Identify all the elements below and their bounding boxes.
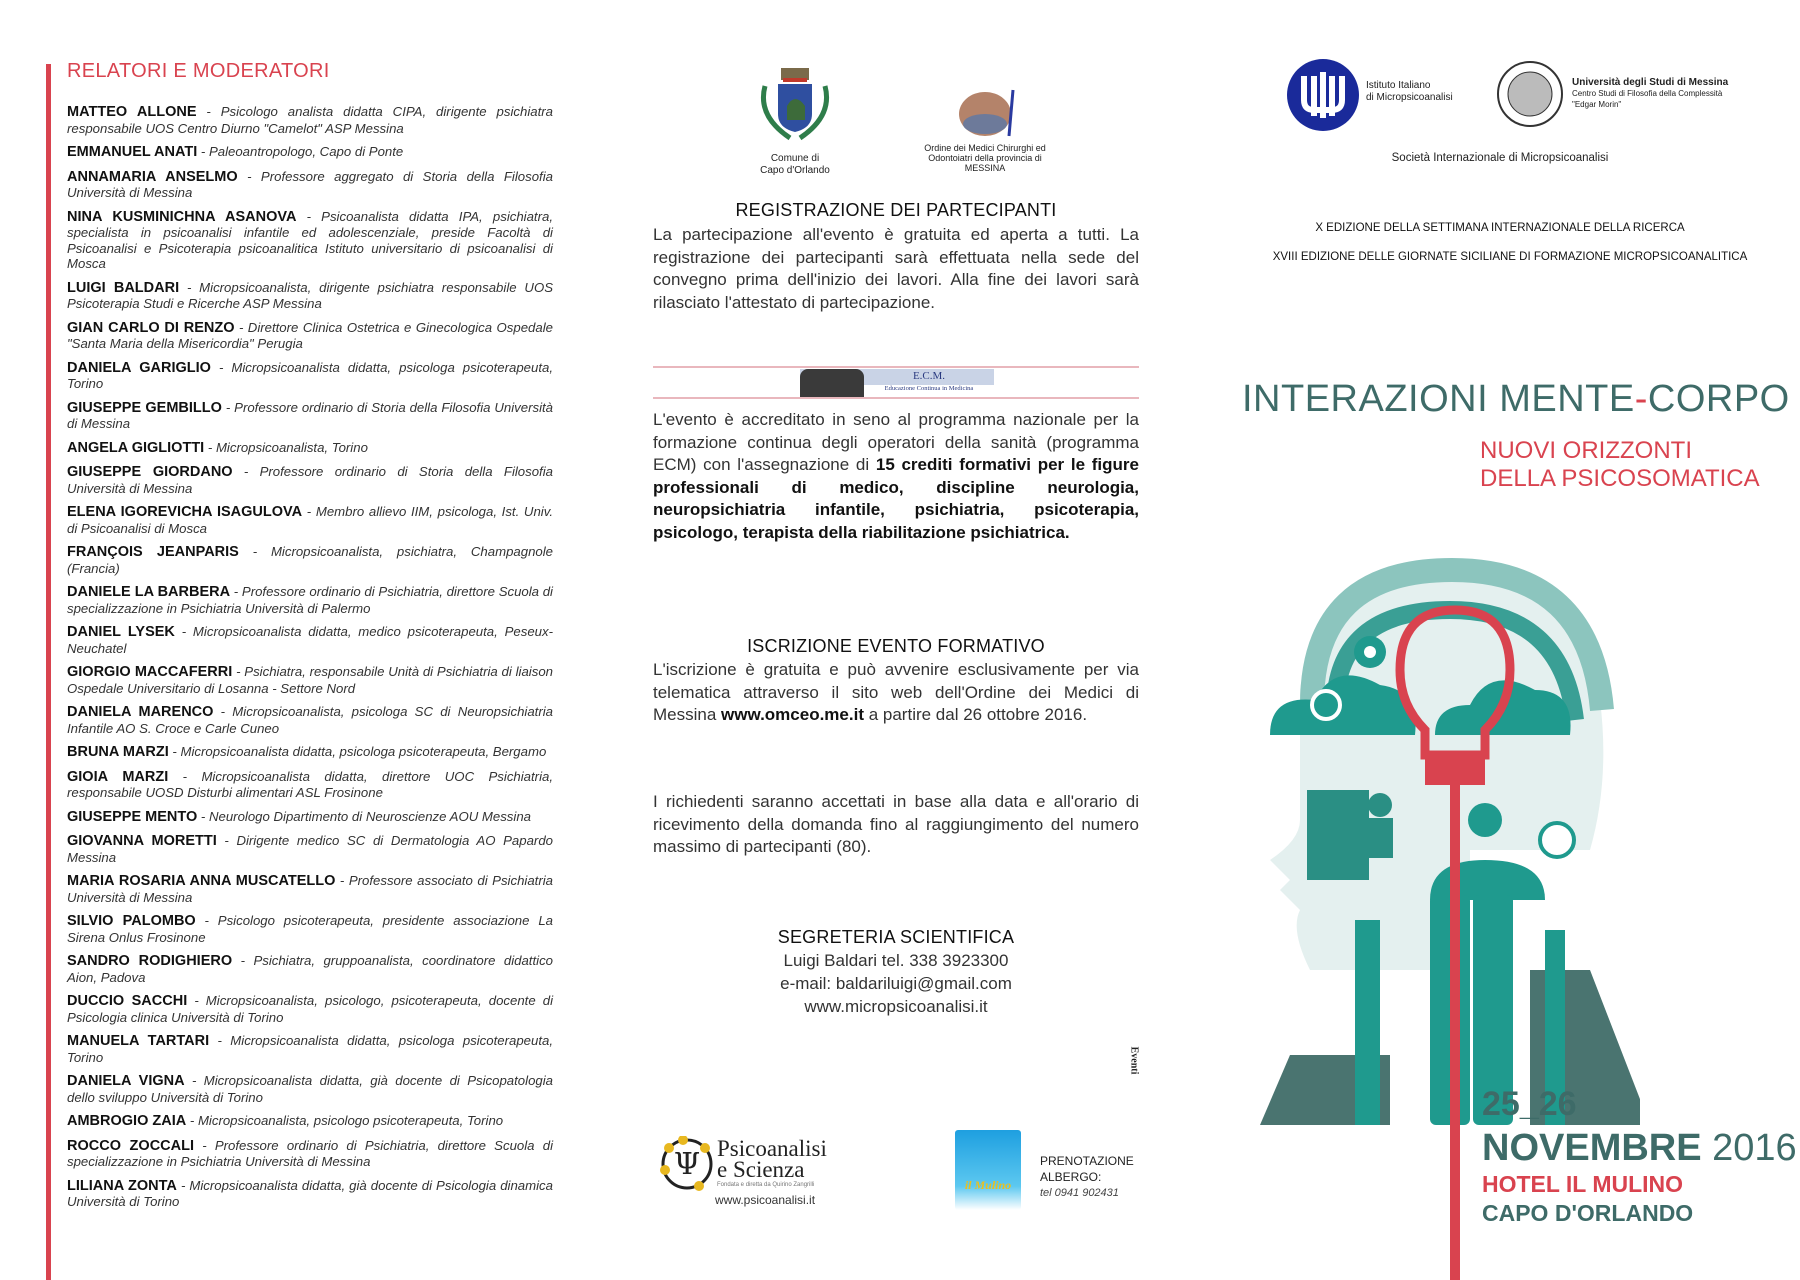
speaker-role: - Micropsicoanalista, psicologo, psicoterapeuta, docente di Psicologia clinica Università di Torino bbox=[67, 993, 554, 1025]
speaker-role: - Professore ordinario di Storia della Filosofia Università di Messina bbox=[67, 399, 553, 431]
speaker-entry bbox=[67, 280, 553, 312]
speakers-heading: RELATORI E MODERATORI bbox=[67, 60, 330, 82]
speaker-name: DANIELE LA BARBERA bbox=[67, 584, 231, 600]
speaker-entry bbox=[67, 440, 553, 457]
speaker-name: GIUSEPPE MENTO bbox=[67, 808, 198, 825]
speaker-name: DANIELA GARIGLIO bbox=[67, 359, 211, 376]
speaker-role: - Psicologo analista didatta CIPA, dirigente psichiatra responsabile UOS Centro Diurno "Camelot" ASP Messina bbox=[67, 104, 553, 136]
event-city: CAPO D'ORLANDO bbox=[1482, 1200, 1694, 1226]
speaker-role: - Micropsicoanalista, dirigente psichiatra responsabile UOS Psicoterapia Studi e Ricerche ASP Messina bbox=[67, 279, 553, 311]
speaker-role: - Micropsicoanalista, Torino bbox=[204, 439, 368, 455]
ecm-banner: E.C.M. Educazione Continua in Medicina bbox=[800, 369, 994, 397]
speaker-name: LUIGI BALDARI bbox=[67, 279, 180, 296]
speaker-name: MATTEO ALLONE bbox=[67, 104, 197, 120]
desk-figure bbox=[1307, 790, 1369, 880]
speaker-name: GIAN CARLO DI RENZO bbox=[67, 319, 235, 336]
speaker-role: - Micropsicoanalista didatta, psicologa psicoterapeuta, Bergamo bbox=[168, 744, 547, 759]
event-month-year: NOVEMBRE 2016 bbox=[1482, 1127, 1797, 1169]
speaker-name: GIOVANNA MORETTI bbox=[67, 833, 217, 849]
speaker-role: - Psichiatra, gruppoanalista, coordinatore didattico Aion, Padova bbox=[67, 953, 553, 985]
speaker-name: ELENA IGOREVICHA ISAGULOVA bbox=[67, 504, 303, 520]
speaker-entry bbox=[67, 833, 553, 865]
speaker-role: - Micropsicoanalista, psicologo psicoterapeuta, Torino bbox=[186, 1113, 504, 1128]
speaker-entry bbox=[67, 544, 553, 576]
speaker-name: EMMANUEL ANATI bbox=[67, 144, 198, 160]
speaker-name: ANNAMARIA ANSELMO bbox=[67, 168, 238, 185]
speaker-entry bbox=[67, 769, 553, 801]
speaker-name: SANDRO RODIGHIERO bbox=[67, 953, 233, 969]
speaker-role: - Neurologo Dipartimento di Neuroscienze AOU Messina bbox=[197, 808, 532, 824]
event-subtitle: NUOVI ORIZZONTI DELLA PSICOSOMATICA bbox=[1480, 437, 1760, 492]
speaker-entry bbox=[67, 584, 553, 616]
speaker-entry bbox=[67, 360, 553, 392]
speaker-entry bbox=[67, 993, 553, 1025]
clock-icon bbox=[1540, 823, 1574, 857]
ecm-text: L'evento è accreditato in seno al programma nazionale per la formazione continua degli operatori della sanità (programma ECM) con l'assegnazione di 15 crediti formativi per le figure professionali di medico, discipline neurologia, neuropsichiatria infantile, psichiatria, psicoterapia, psicologo, terapista della riabilitazione psichiatrica. bbox=[653, 410, 1139, 542]
speaker-role: - Psicoanalista didatta IPA, psichiatra, specialista in psicoanalisi infantile ed adolescenziale, preside Facoltà di Psicoanalisi e Psicoterapia psicoanalitica Istituto universitario di psicoanalisi di Mosca bbox=[67, 208, 553, 271]
speaker-name: GIORGIO MACCAFERRI bbox=[67, 664, 233, 680]
speaker-role: - Direttore Clinica Ostetrica e Ginecologica Ospedale "Santa Maria della Misericordia" Perugia bbox=[67, 319, 553, 351]
edition-2: XVIII EDIZIONE DELLE GIORNATE SICILIANE DI FORMAZIONE MICROPSICOANALITICA bbox=[1272, 251, 1748, 263]
speaker-entry bbox=[67, 144, 553, 161]
speaker-name: FRANÇOIS JEANPARIS bbox=[67, 544, 239, 560]
speaker-role: - Professore ordinario di Psichiatria, direttore Scuola di specializzazione in Psichiatria Università di Messina bbox=[67, 1137, 553, 1169]
speaker-name: DANIELA VIGNA bbox=[67, 1073, 185, 1089]
speaker-entry bbox=[67, 873, 553, 905]
bulb-red-line bbox=[1450, 785, 1460, 1280]
speaker-name: DANIELA MARENCO bbox=[67, 704, 214, 720]
red-accent-bar bbox=[46, 64, 51, 1280]
speaker-entry bbox=[67, 1178, 553, 1210]
speakers-list bbox=[67, 104, 553, 1218]
speaker-entry bbox=[67, 913, 553, 945]
iim-label: Istituto Italiano di Micropsicoanalisi bbox=[1366, 80, 1453, 103]
speaker-role: - Professore associato di Psichiatria Università di Messina bbox=[67, 873, 553, 905]
event-title: INTERAZIONI MENTE-CORPO bbox=[1242, 378, 1790, 420]
divider bbox=[653, 366, 1139, 368]
registration-heading: REGISTRAZIONE DEI PARTECIPANTI bbox=[735, 200, 1057, 220]
speaker-entry bbox=[67, 104, 553, 136]
speaker-role: - Micropsicoanalista, psichiatra, Champagnole (Francia) bbox=[67, 544, 553, 576]
speaker-entry bbox=[67, 1113, 553, 1130]
speaker-name: DANIEL LYSEK bbox=[67, 624, 175, 640]
side-label: Eventi bbox=[1128, 1046, 1140, 1075]
event-venue: HOTEL IL MULINO bbox=[1482, 1171, 1684, 1197]
secretariat-phone: Luigi Baldari tel. 338 3923300 bbox=[783, 951, 1009, 970]
speaker-role: - Psichiatra, responsabile Unità di Psichiatria di liaison Ospedale Universitario di Losanna - Settore Nord bbox=[67, 664, 553, 696]
divider bbox=[653, 397, 1139, 399]
speaker-role: - Professore ordinario di Storia della Filosofia Università di Messina bbox=[67, 464, 553, 496]
comune-logo: Comune di Capo d'Orlando bbox=[745, 66, 845, 177]
speaker-role: - Micropsicoanalista didatta, già docente di Psicologia dinamica Università di Torino bbox=[67, 1177, 553, 1209]
speaker-role: - Micropsicoanalista didatta, psicologa psicoterapeuta, Torino bbox=[67, 359, 553, 391]
speaker-name: AMBROGIO ZAIA bbox=[67, 1113, 187, 1129]
edition-1: X EDIZIONE DELLA SETTIMANA INTERNAZIONALE DELLA RICERCA bbox=[1315, 222, 1685, 234]
hotel-mulino-logo: il Mulino bbox=[955, 1130, 1021, 1210]
speaker-role: - Professore ordinario di Psichiatria, direttore Scuola di specializzazione in Psichiatria Università di Palermo bbox=[67, 584, 553, 616]
speaker-entry bbox=[67, 169, 553, 201]
speaker-name: NINA KUSMINICHNA ASANOVA bbox=[67, 208, 297, 225]
speaker-name: BRUNA MARZI bbox=[67, 744, 169, 760]
unime-label: Università degli Studi di Messina Centro Studi di Filosofia della Complessità "Edgar Morin" bbox=[1572, 77, 1729, 109]
secretariat-website[interactable]: www.micropsicoanalisi.it bbox=[804, 997, 988, 1016]
speaker-entry bbox=[67, 320, 553, 352]
pencil bbox=[1355, 920, 1380, 1125]
acceptance-text: I richiedenti saranno accettati in base alla data e all'orario di ricevimento della domanda fino al raggiungimento del numero massimo di partecipanti (80). bbox=[653, 792, 1139, 856]
psi-icon bbox=[659, 1136, 715, 1192]
speaker-name: MANUELA TARTARI bbox=[67, 1033, 210, 1049]
speaker-name: GIOIA MARZI bbox=[67, 768, 169, 785]
speaker-entry bbox=[67, 953, 553, 985]
person-icon bbox=[1468, 803, 1502, 837]
speaker-entry bbox=[67, 464, 553, 496]
speaker-role: - Membro allievo IIM, psicologa, Ist. Univ. di Psicoanalisi di Mosca bbox=[67, 504, 553, 536]
speaker-name: ANGELA GIGLIOTTI bbox=[67, 439, 205, 456]
speaker-entry bbox=[67, 664, 553, 696]
secretariat-email[interactable]: e-mail: baldariluigi@gmail.com bbox=[780, 974, 1012, 993]
psicoanalisi-scienza-logo: Ψ Psicoanalisi e Scienza Fondata e diretta da Quirino Zangrilli www.psicoanalisi.it bbox=[655, 1130, 855, 1220]
speaker-role: - Paleoantropologo, Capo di Ponte bbox=[197, 144, 404, 159]
speaker-role: - Micropsicoanalista didatta, già docente di Psicopatologia dello sviluppo Università di Torino bbox=[67, 1073, 554, 1105]
speaker-role: - Dirigente medico SC di Dermatologia AO Papardo Messina bbox=[67, 833, 553, 865]
speaker-entry bbox=[67, 400, 553, 432]
svg-text:Ψ: Ψ bbox=[673, 1147, 701, 1182]
coat-of-arms-icon bbox=[745, 66, 845, 148]
registration-text: La partecipazione all'evento è gratuita ed aperta a tutti. La registrazione dei partecipanti sarà effettuata nella sede del convegno prima dell'inizio dei lavori. Alla fine dei lavori sarà rilasciato l'attestato di partecipazione. bbox=[653, 225, 1139, 312]
psicoanalisi-url[interactable]: www.psicoanalisi.it bbox=[715, 1193, 816, 1207]
speaker-entry bbox=[67, 1138, 553, 1170]
speaker-entry bbox=[67, 704, 553, 736]
speaker-name: MARIA ROSARIA ANNA MUSCATELLO bbox=[67, 873, 336, 889]
speaker-entry bbox=[67, 744, 553, 761]
speaker-role: - Micropsicoanalista didatta, psicologa psicoterapeuta, Torino bbox=[67, 1033, 553, 1065]
speaker-entry bbox=[67, 209, 553, 272]
booking-info: PRENOTAZIONE ALBERGO: tel 0941 902431 bbox=[1040, 1154, 1134, 1199]
speaker-role: - Micropsicoanalista didatta, direttore UOC Psichiatria, responsabile UOSD Disturbi alimentari ASL Frosinone bbox=[67, 768, 553, 800]
speaker-role: - Micropsicoanalista didatta, medico psicoterapeuta, Peseux-Neuchatel bbox=[67, 624, 553, 656]
speaker-role: - Psicologo psicoterapeuta, presidente associazione La Sirena Onlus Frosinone bbox=[67, 913, 553, 945]
ordine-medici-logo: Ordine dei Medici Chirurghi ed Odontoiatri della provincia di MESSINA bbox=[915, 88, 1055, 173]
speaker-entry bbox=[67, 809, 553, 826]
ordine-medici-emblem-icon bbox=[915, 88, 1055, 138]
secretariat-heading: SEGRETERIA SCIENTIFICA bbox=[777, 927, 1015, 947]
speaker-role: - Professore aggregato di Storia della Filosofia Università di Messina bbox=[67, 168, 553, 200]
society-label: Società Internazionale di Micropsicoanalisi bbox=[1391, 152, 1609, 164]
omceo-link[interactable]: www.omceo.me.it bbox=[721, 705, 864, 724]
speaker-name: LILIANA ZONTA bbox=[67, 1177, 177, 1194]
speaker-entry bbox=[67, 1073, 553, 1105]
enrollment-text: L'iscrizione è gratuita e può avvenire esclusivamente per via telematica attraverso il sito web dell'Ordine dei Medici di Messina www.omceo.me.it a partire dal 26 ottobre 2016. bbox=[653, 660, 1139, 724]
ecm-banner-photo bbox=[800, 369, 864, 397]
speaker-name: ROCCO ZOCCALI bbox=[67, 1137, 194, 1154]
speaker-entry bbox=[67, 624, 553, 656]
speaker-entry bbox=[67, 504, 553, 536]
speaker-entry bbox=[67, 1033, 553, 1065]
speaker-name: DUCCIO SACCHI bbox=[67, 993, 188, 1009]
enrollment-heading: ISCRIZIONE EVENTO FORMATIVO bbox=[747, 636, 1045, 656]
speaker-role: - Micropsicoanalista, psicologa SC di Neuropsichiatria Infantile AO S. Croce e Carle Cuneo bbox=[67, 704, 553, 736]
speaker-name: SILVIO PALOMBO bbox=[67, 913, 196, 929]
speaker-name: GIUSEPPE GEMBILLO bbox=[67, 399, 222, 416]
booking-phone: tel 0941 902431 bbox=[1040, 1187, 1119, 1199]
unime-seal-icon bbox=[1496, 60, 1564, 128]
speaker-name: GIUSEPPE GIORDANO bbox=[67, 464, 233, 480]
event-dates: 25_26 bbox=[1482, 1085, 1577, 1123]
iim-logo-icon bbox=[1286, 58, 1360, 132]
